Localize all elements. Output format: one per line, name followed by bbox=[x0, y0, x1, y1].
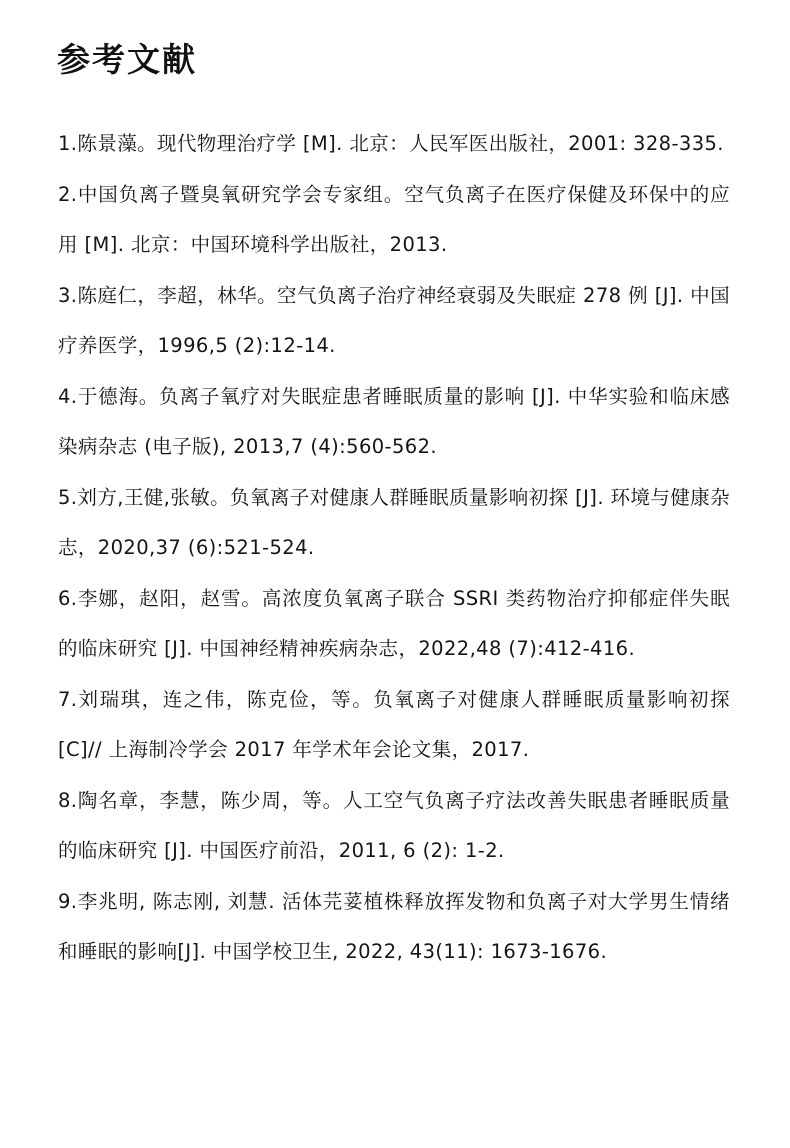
reference-item-8: 8.陶名章，李慧，陈少周，等。人工空气负离子疗法改善失眠患者睡眠质量的临床研究 [J]. 中国医疗前沿，2011, 6 (2): 1-2. bbox=[58, 788, 730, 862]
reference-item-7: 7.刘瑞琪，连之伟，陈克俭，等。负氧离子对健康人群睡眠质量影响初探 [C]// 上海制冷学会 2017 年学术年会论文集，2017. bbox=[58, 687, 730, 761]
reference-list bbox=[58, 119, 730, 978]
reference-item-4: 4.于德海。负离子氧疗对失眠症患者睡眠质量的影响 [J]. 中华实验和临床感染病杂志 (电子版), 2013,7 (4):560-562. bbox=[58, 384, 730, 458]
reference-item-6: 6.李娜，赵阳，赵雪。高浓度负氧离子联合 SSRI 类药物治疗抑郁症伴失眠的临床研究 [J]. 中国神经精神疾病杂志，2022,48 (7):412-416. bbox=[58, 586, 730, 660]
reference-item-3: 3.陈庭仁，李超，林华。空气负离子治疗神经衰弱及失眠症 278 例 [J]. 中国疗养医学，1996,5 (2):12-14. bbox=[58, 283, 730, 357]
reference-item-9: 9.李兆明, 陈志刚, 刘慧. 活体芫荽植株释放挥发物和负离子对大学男生情绪和睡眠的影响[J]. 中国学校卫生, 2022, 43(11): 1673-1676. bbox=[58, 889, 730, 963]
reference-item-1: 1.陈景藻。现代物理治疗学 [M]. 北京：人民军医出版社，2001: 328-335. bbox=[58, 132, 724, 155]
reference-item-5: 5.刘方,王健,张敏。负氧离子对健康人群睡眠质量影响初探 [J]. 环境与健康杂志，2020,37 (6):521-524. bbox=[58, 485, 730, 559]
reference-item-2: 2.中国负离子暨臭氧研究学会专家组。空气负离子在医疗保健及环保中的应用 [M]. 北京：中国环境科学出版社，2013. bbox=[58, 182, 730, 256]
page-title: 参考文献 bbox=[57, 40, 197, 79]
